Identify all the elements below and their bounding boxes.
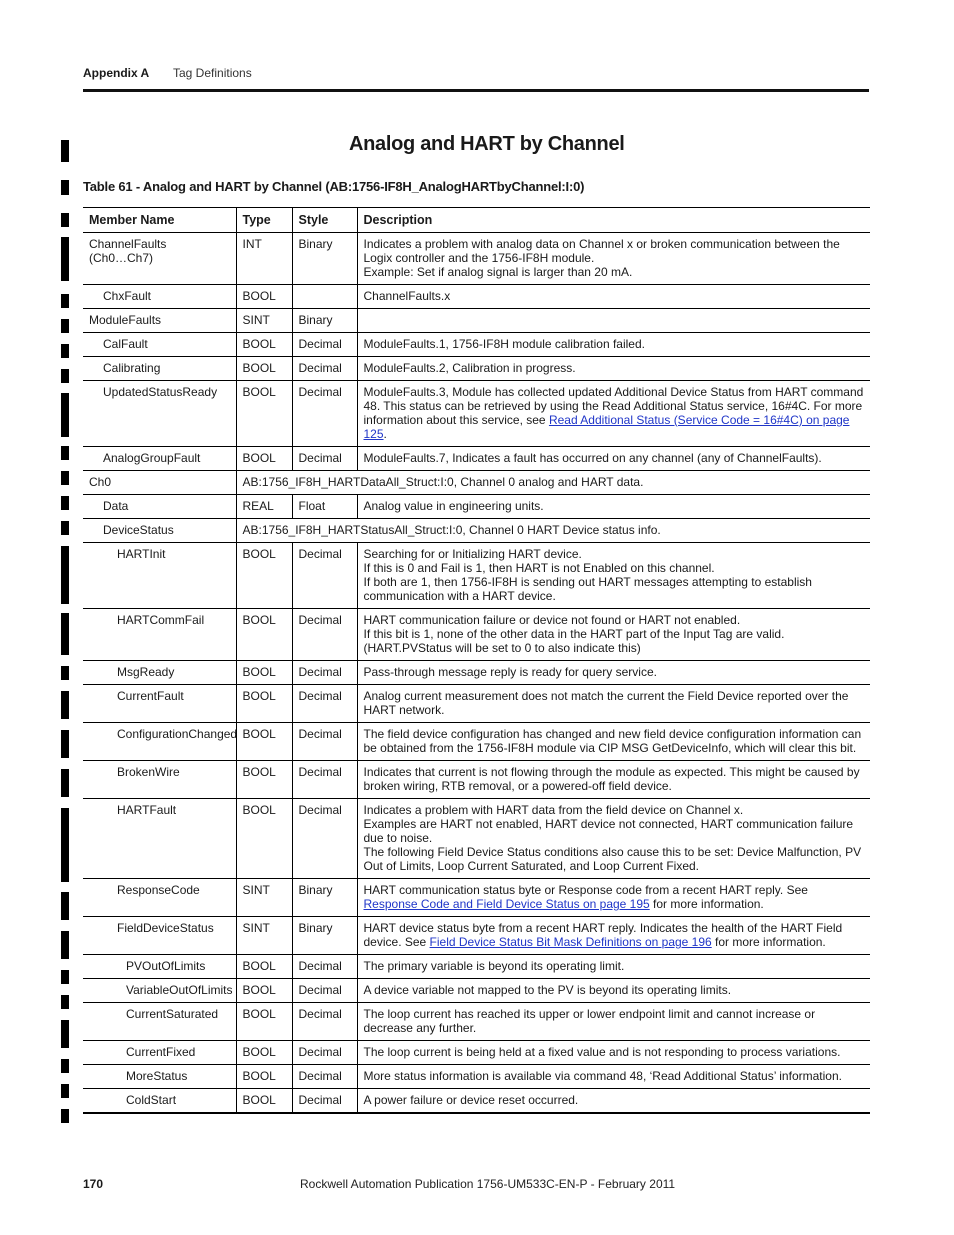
style-cell: Decimal (292, 381, 357, 447)
description-text: HART device status byte from a recent HART reply. Indicates the health of the HART Field device. See (363, 921, 843, 949)
change-bar (61, 691, 69, 719)
description-line: The loop current is being held at a fixed value and is not responding to process variations. (363, 1045, 841, 1059)
table-row (83, 543, 870, 609)
description-cell (357, 979, 870, 1003)
member-name: VariableOutOfLimits (126, 983, 233, 997)
member-name: UpdatedStatusReady (103, 385, 218, 399)
type-cell: BOOL (236, 357, 292, 381)
change-bar (61, 613, 69, 655)
member-name: PVOutOfLimits (126, 959, 206, 973)
type-cell: BOOL (236, 609, 292, 661)
member-name-cell (83, 519, 236, 543)
style-cell: Decimal (292, 357, 357, 381)
member-name-cell (83, 333, 236, 357)
member-name-cell (83, 495, 236, 519)
table-row (83, 799, 870, 879)
description-line: A device variable not mapped to the PV is beyond its operating limits. (363, 983, 732, 997)
style-cell (292, 285, 357, 309)
description-line: The field device configuration has changed and new field device configuration information can be obtained from the 1756-IF8H module via CIP MSG GetDeviceInfo, which will clear this bit. (363, 727, 862, 755)
member-name: HARTFault (117, 803, 177, 817)
member-name: CalFault (103, 337, 148, 351)
table-row (83, 979, 870, 1003)
table-row (83, 955, 870, 979)
type-cell: BOOL (236, 1089, 292, 1114)
description-cell (357, 661, 870, 685)
description-cell (357, 723, 870, 761)
column-header: Type (236, 208, 292, 233)
style-cell: Decimal (292, 1065, 357, 1089)
description-cell (357, 609, 870, 661)
member-name-cell (83, 1065, 236, 1089)
type-cell: BOOL (236, 1003, 292, 1041)
member-name: CurrentFault (117, 689, 184, 703)
description-line: If this bit is 1, none of the other data in the HART part of the Input Tag are valid. (363, 627, 785, 641)
type-cell: BOOL (236, 661, 292, 685)
description-cell (357, 309, 870, 333)
description-cell (357, 761, 870, 799)
member-name-cell (83, 309, 236, 333)
member-name: ModuleFaults (89, 313, 162, 327)
table-row (83, 309, 870, 333)
cross-reference-link[interactable]: Read Additional Status (Service Code = 16#4C) on page 125 (363, 413, 850, 441)
type-cell: BOOL (236, 723, 292, 761)
member-name-cell (83, 381, 236, 447)
change-bar (61, 769, 69, 797)
description-line: Indicates a problem with analog data on Channel x or broken communication between the Logix controller and the 1756-IF8H module. (363, 237, 840, 265)
description-text: . (383, 427, 387, 441)
member-name: MoreStatus (126, 1069, 188, 1083)
table-row (83, 685, 870, 723)
description-cell (357, 879, 870, 917)
description-line: Examples are HART not enabled, HART device not connected, HART communication failure due to noise. (363, 817, 854, 845)
member-name: ColdStart (126, 1093, 177, 1107)
type-cell: BOOL (236, 979, 292, 1003)
description-line: ModuleFaults.7, Indicates a fault has occurred on any channel (any of ChannelFaults). (363, 451, 822, 465)
change-bar (61, 1084, 69, 1098)
description-line: Searching for or Initializing HART device. (363, 547, 582, 561)
change-bar (61, 808, 69, 882)
type-cell: SINT (236, 309, 292, 333)
description-line: ModuleFaults.2, Calibration in progress. (363, 361, 576, 375)
type-cell: REAL (236, 495, 292, 519)
style-cell: Decimal (292, 661, 357, 685)
style-cell: Decimal (292, 761, 357, 799)
member-name-cell (83, 879, 236, 917)
type-cell: SINT (236, 917, 292, 955)
member-name: CurrentFixed (126, 1045, 196, 1059)
change-bar (61, 213, 69, 227)
table-row (83, 1041, 870, 1065)
table-row (83, 1089, 870, 1114)
type-cell: BOOL (236, 1041, 292, 1065)
column-header: Member Name (83, 208, 236, 233)
change-bar (61, 344, 69, 358)
change-bar (61, 237, 69, 281)
description-text: ModuleFaults.3, Module has collected updated Additional Device Status from HART command 48. This status can be retrieved by using the Read Additional Status service, 16#4C. For more information about this service, see (363, 385, 864, 427)
style-cell: Float (292, 495, 357, 519)
change-bar (61, 393, 69, 437)
style-cell: Decimal (292, 543, 357, 609)
table-row (83, 233, 870, 285)
member-name-cell (83, 799, 236, 879)
table-row (83, 723, 870, 761)
style-cell: Decimal (292, 1003, 357, 1041)
type-cell: BOOL (236, 285, 292, 309)
description-line: If this is 0 and Fail is 1, then HART is not Enabled on this channel. (363, 561, 715, 575)
cross-reference-link[interactable]: Field Device Status Bit Mask Definitions on page 196 (429, 935, 712, 949)
table-row (83, 879, 870, 917)
description-cell (357, 285, 870, 309)
description-line: More status information is available via command 48, ‘Read Additional Status’ information. (363, 1069, 842, 1083)
change-bar (61, 1109, 69, 1123)
change-bar (61, 496, 69, 510)
change-bar (61, 180, 69, 195)
change-bar (61, 970, 69, 984)
description-cell (357, 543, 870, 609)
page-number: 170 (83, 1177, 104, 1191)
type-cell: BOOL (236, 761, 292, 799)
change-bar (61, 521, 69, 535)
change-bar (61, 369, 69, 383)
change-bar (61, 1059, 69, 1073)
description-line: Example: Set if analog signal is larger than 20 mA. (363, 265, 633, 279)
member-name: ChannelFaults (89, 237, 167, 251)
style-cell: Decimal (292, 447, 357, 471)
member-name: AnalogGroupFault (103, 451, 201, 465)
description-line: Analog current measurement does not match the current the Field Device reported over the HART network. (363, 689, 849, 717)
member-name-cell (83, 447, 236, 471)
page-title: Analog and HART by Channel (349, 133, 625, 155)
table-row (83, 495, 870, 519)
description-cell (357, 1003, 870, 1041)
description-line: If both are 1, then 1756-IF8H is sending out HART messages attempting to establish communication with a HART device. (363, 575, 812, 603)
column-header: Style (292, 208, 357, 233)
member-name-cell (83, 661, 236, 685)
description-cell (357, 1041, 870, 1065)
member-name: MsgReady (117, 665, 175, 679)
member-name: BrokenWire (117, 765, 180, 779)
type-cell: BOOL (236, 685, 292, 723)
description-cell (357, 381, 870, 447)
type-cell: BOOL (236, 333, 292, 357)
description-line: Indicates that current is not flowing through the module as expected. This might be caused by broken wiring, RTB removal, or a powered-off field device. (363, 765, 860, 793)
description-cell (357, 1089, 870, 1114)
description-cell (357, 1065, 870, 1089)
table-caption: Table 61 - Analog and HART by Channel (AB:1756-IF8H_AnalogHARTbyChannel:I:0) (83, 179, 585, 194)
description-text: for more information. (649, 897, 764, 911)
type-cell: BOOL (236, 447, 292, 471)
description-cell (357, 233, 870, 285)
struct-description: AB:1756_IF8H_HARTDataAll_Struct:I:0, Channel 0 analog and HART data. (236, 471, 870, 495)
member-name-cell (83, 357, 236, 381)
running-header (83, 66, 252, 80)
table-row (83, 285, 870, 309)
member-name: FieldDeviceStatus (117, 921, 214, 935)
member-name-range: (Ch0…Ch7) (89, 251, 154, 265)
publication-info: Rockwell Automation Publication 1756-UM533C-EN-P - February 2011 (300, 1177, 676, 1191)
change-bar (61, 892, 69, 920)
description-cell (357, 799, 870, 879)
change-bar (61, 446, 69, 460)
member-name-cell (83, 543, 236, 609)
member-name-cell (83, 955, 236, 979)
style-cell: Decimal (292, 799, 357, 879)
table-row (83, 917, 870, 955)
description-line: The following Field Device Status conditions also cause this to be set: Device Malfunction, PV Out of Limits, Loop Current Saturated, and Loop Current Fixed. (363, 845, 862, 873)
table-row (83, 1003, 870, 1041)
member-name: ConfigurationChanged (117, 727, 238, 741)
change-bar (61, 546, 69, 604)
description-cell (357, 333, 870, 357)
description-line: ModuleFaults.1, 1756-IF8H module calibration failed. (363, 337, 645, 351)
change-bar (61, 319, 69, 333)
member-name-cell (83, 285, 236, 309)
style-cell: Decimal (292, 685, 357, 723)
table-row (83, 357, 870, 381)
table-header-row (83, 208, 870, 233)
type-cell: SINT (236, 879, 292, 917)
description-text: HART communication status byte or Response code from a recent HART reply. See (363, 883, 808, 897)
type-cell: BOOL (236, 799, 292, 879)
table-row (83, 609, 870, 661)
change-bar (61, 730, 69, 758)
member-name: HARTInit (117, 547, 166, 561)
member-name-cell (83, 917, 236, 955)
change-bar (61, 995, 69, 1009)
change-bar (61, 1020, 69, 1048)
description-cell (357, 685, 870, 723)
description-line: The loop current has reached its upper or lower endpoint limit and cannot increase or decrease any further. (363, 1007, 816, 1035)
description-line: ChannelFaults.x (363, 289, 451, 303)
change-bar (61, 294, 69, 308)
member-name-cell (83, 471, 236, 495)
style-cell: Decimal (292, 955, 357, 979)
member-name-cell (83, 1003, 236, 1041)
section-label: Tag Definitions (173, 66, 252, 80)
description-cell (357, 495, 870, 519)
table-row (83, 381, 870, 447)
type-cell: BOOL (236, 955, 292, 979)
description-text: for more information. (711, 935, 826, 949)
style-cell: Binary (292, 879, 357, 917)
description-cell (357, 955, 870, 979)
member-name: ResponseCode (117, 883, 200, 897)
member-name-cell (83, 685, 236, 723)
style-cell: Decimal (292, 1089, 357, 1114)
struct-description: AB:1756_IF8H_HARTStatusAll_Struct:I:0, Channel 0 HART Device status info. (236, 519, 870, 543)
style-cell: Decimal (292, 723, 357, 761)
member-name-cell (83, 1041, 236, 1065)
change-bar (61, 931, 69, 959)
type-cell: INT (236, 233, 292, 285)
appendix-label: Appendix A (83, 66, 150, 80)
member-name: CurrentSaturated (126, 1007, 219, 1021)
type-cell: BOOL (236, 381, 292, 447)
style-cell: Decimal (292, 1041, 357, 1065)
description-line: The primary variable is beyond its operating limit. (363, 959, 625, 973)
table-row (83, 661, 870, 685)
description-line: (HART.PVStatus will be set to 0 to also indicate this) (363, 641, 641, 655)
style-cell: Binary (292, 233, 357, 285)
description-cell (357, 917, 870, 955)
change-bar (61, 471, 69, 485)
column-header: Description (357, 208, 870, 233)
table-row (83, 447, 870, 471)
table-row (83, 1065, 870, 1089)
table-row (83, 761, 870, 799)
description-line: Indicates a problem with HART data from the field device on Channel x. (363, 803, 744, 817)
description-cell (357, 357, 870, 381)
style-cell: Decimal (292, 979, 357, 1003)
cross-reference-link[interactable]: Response Code and Field Device Status on page 195 (363, 897, 650, 911)
change-bar (61, 140, 69, 162)
style-cell: Binary (292, 309, 357, 333)
table-row (83, 519, 870, 543)
style-cell: Decimal (292, 333, 357, 357)
member-name-cell (83, 233, 236, 285)
description-line: Pass-through message reply is ready for query service. (363, 665, 657, 679)
member-name: Data (103, 499, 129, 513)
description-cell (357, 447, 870, 471)
member-name-cell (83, 761, 236, 799)
member-name: DeviceStatus (103, 523, 174, 537)
style-cell: Decimal (292, 609, 357, 661)
member-name-cell (83, 723, 236, 761)
member-name: Ch0 (89, 475, 112, 489)
member-name: HARTCommFail (117, 613, 205, 627)
change-bar (61, 666, 69, 680)
description-line: Analog value in engineering units. (363, 499, 544, 513)
member-name: ChxFault (103, 289, 152, 303)
table-row (83, 333, 870, 357)
tag-table (83, 207, 870, 1114)
member-name-cell (83, 1089, 236, 1114)
description-line: HART communication failure or device not found or HART not enabled. (363, 613, 741, 627)
description-line: A power failure or device reset occurred. (363, 1093, 579, 1107)
type-cell: BOOL (236, 543, 292, 609)
member-name: Calibrating (103, 361, 161, 375)
header-rule (83, 89, 869, 92)
style-cell: Binary (292, 917, 357, 955)
member-name-cell (83, 979, 236, 1003)
type-cell: BOOL (236, 1065, 292, 1089)
member-name-cell (83, 609, 236, 661)
table-row (83, 471, 870, 495)
